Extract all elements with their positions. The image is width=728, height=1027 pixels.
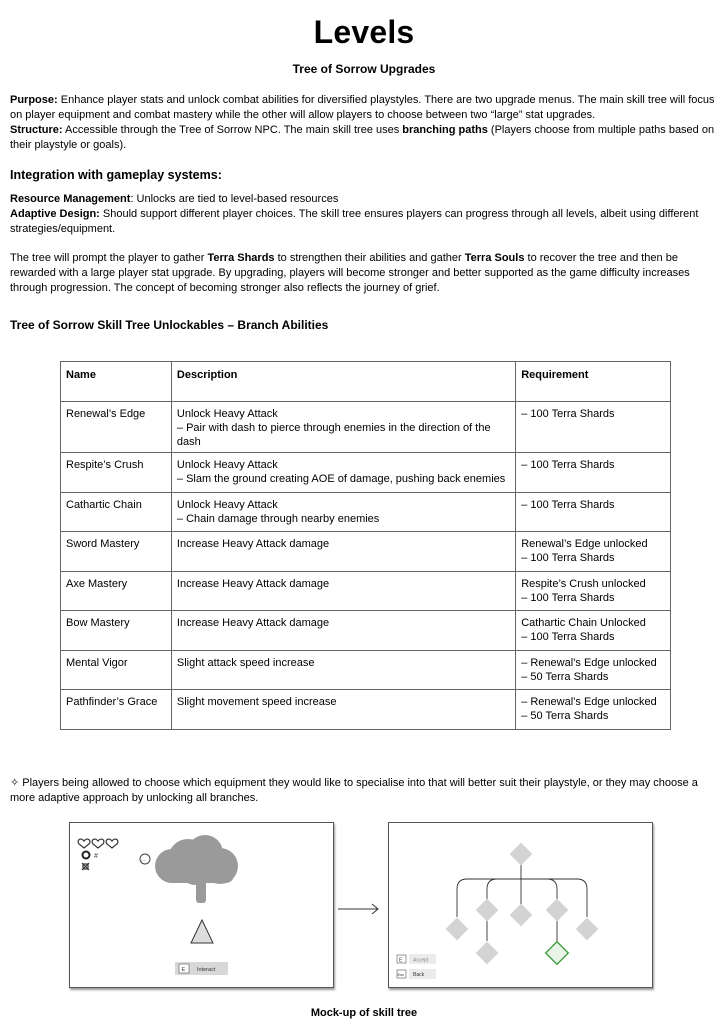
- header-name: Name: [61, 362, 172, 402]
- cell-description-line-1: Slight attack speed increase: [176, 656, 315, 669]
- skill-node-root[interactable]: [510, 843, 533, 866]
- cell-name-line-1: Cathartic Chain: [66, 498, 142, 511]
- cell-description-line-2: – Chain damage through nearby enemies: [176, 512, 380, 525]
- page-subtitle: Tree of Sorrow Upgrades: [292, 61, 436, 76]
- structure-text-end: (Players choose from multiple paths based on their playstyle or goals).: [10, 124, 715, 152]
- integration-heading: Integration with gameplay systems:: [10, 168, 222, 183]
- cell-description-line-1: Increase Heavy Attack damage: [176, 577, 330, 590]
- table-row: [61, 571, 671, 611]
- tree-paragraph: [10, 251, 718, 296]
- interact-prompt: [175, 962, 228, 975]
- back-label: Back: [413, 972, 425, 978]
- cell-name-line-1: Pathfinder’s Grace: [66, 696, 158, 709]
- cell-description: [171, 650, 515, 690]
- table-row: [61, 611, 671, 651]
- interact-label: Interact: [197, 967, 216, 973]
- page-title: Levels: [313, 14, 415, 50]
- cell-name: [61, 532, 172, 572]
- arrow-right-icon: [337, 902, 382, 916]
- cell-requirement: [516, 453, 671, 493]
- table-row: [61, 690, 671, 730]
- cell-requirement-line-1: – 100 Terra Shards: [521, 459, 615, 472]
- cell-description-line-1: Increase Heavy Attack damage: [176, 617, 330, 630]
- unlockables-table: [60, 361, 671, 730]
- purpose-text: Enhance player stats and unlock combat abilities for diversified playstyles. There are two upgrade menus. The main skill tree will focus on player equipment and combat mastery while the other will allow players to choose between two “large” stat upgrades.: [10, 94, 715, 122]
- cell-requirement-line-1: Cathartic Chain Unlocked: [521, 617, 646, 630]
- cell-requirement: [516, 492, 671, 532]
- tree-connectors: [457, 857, 587, 941]
- crossed-tools-icon: [82, 863, 89, 870]
- structure-paragraph: [10, 123, 718, 153]
- tree-npc-icon: [155, 835, 238, 903]
- table-row: [61, 492, 671, 532]
- cell-name-line-1: Sword Mastery: [66, 538, 140, 551]
- header-description: Description: [171, 362, 515, 402]
- cell-requirement-line-1: – Renewal’s Edge unlocked: [521, 656, 657, 669]
- table-row: [61, 453, 671, 493]
- cell-description: [171, 453, 515, 493]
- cell-requirement: [516, 571, 671, 611]
- adaptive-label: Adaptive Design:: [10, 208, 100, 221]
- header-requirement: Requirement: [516, 362, 671, 402]
- cell-description: [171, 402, 515, 453]
- mockup-caption: Mock-up of skill tree: [310, 1007, 418, 1019]
- purpose-label: Purpose:: [10, 94, 58, 107]
- skill-tree-svg: [389, 823, 654, 989]
- cell-description: [171, 532, 515, 572]
- table-heading: Tree of Sorrow Skill Tree Unlockables – Branch Abilities: [10, 318, 329, 333]
- tree-text-1: The tree will prompt the player to gather: [10, 252, 208, 265]
- cell-description-line-1: Slight movement speed increase: [176, 696, 337, 709]
- cell-requirement: [516, 650, 671, 690]
- mockup-figure: [0, 820, 728, 1020]
- game-mockup-screen: [69, 822, 334, 988]
- cell-name-line-1: Axe Mastery: [66, 577, 128, 590]
- purpose-paragraph: [10, 93, 718, 123]
- back-key: Esc: [397, 972, 405, 977]
- skill-nodes: [446, 843, 599, 965]
- adaptive-paragraph: [10, 207, 718, 237]
- cell-description: [171, 571, 515, 611]
- cell-name-line-1: Respite’s Crush: [66, 459, 144, 472]
- cell-description: [171, 611, 515, 651]
- cell-requirement: [516, 611, 671, 651]
- currency-count: #: [94, 853, 98, 860]
- cell-name: [61, 453, 172, 493]
- tree-text-3: to recover the tree and then be rewarded with a large player stat upgrade. By upgrading, players will become stronger and better supported as the game difficulty increases through progression. The concept of becoming stronger also reflects the journey of grief.: [10, 252, 690, 295]
- cell-requirement-line-2: – 100 Terra Shards: [521, 631, 615, 644]
- cell-name-line-1: Renewal’s Edge: [66, 408, 146, 421]
- structure-label: Structure:: [10, 124, 63, 137]
- cell-description: [171, 690, 515, 730]
- table-row: [61, 402, 671, 453]
- currency-icon: [83, 852, 90, 859]
- cell-name: [61, 492, 172, 532]
- cell-description-line-1: Unlock Heavy Attack: [176, 498, 278, 511]
- cell-description-line-2: – Pair with dash to pierce through enemies in the direction of the dash: [176, 422, 491, 449]
- adaptive-text: Should support different player choices. The skill tree ensures players can progress through all levels, albeit using different strategies/equipment.: [10, 208, 699, 236]
- skill-node-selected[interactable]: [546, 942, 569, 965]
- cell-name: [61, 690, 172, 730]
- tree-text-2: to strengthen their abilities and gather: [274, 252, 465, 265]
- table-body: [61, 402, 671, 730]
- cell-requirement-line-2: – 50 Terra Shards: [521, 710, 609, 723]
- cell-requirement-line-1: – 100 Terra Shards: [521, 408, 615, 421]
- cell-name: [61, 611, 172, 651]
- document-page: [10, 0, 718, 806]
- table-row: [61, 532, 671, 572]
- back-prompt: [397, 969, 436, 979]
- speech-bubble-icon: [140, 854, 150, 864]
- cell-requirement-line-1: Renewal’s Edge unlocked: [521, 538, 648, 551]
- skill-node-mid-left[interactable]: [476, 899, 499, 922]
- skill-tree-mockup-screen: [388, 822, 653, 988]
- cell-description: [171, 492, 515, 532]
- cell-requirement-line-2: – 50 Terra Shards: [521, 670, 609, 683]
- cell-name-line-1: Mental Vigor: [66, 656, 128, 669]
- cell-requirement-line-2: – 100 Terra Shards: [521, 552, 615, 565]
- skill-node-mid-right[interactable]: [546, 899, 569, 922]
- accept-prompt: [397, 954, 436, 964]
- skill-node-center[interactable]: [510, 904, 533, 927]
- cell-requirement-line-1: Respite’s Crush unlocked: [521, 577, 646, 590]
- cell-requirement-line-1: – 100 Terra Shards: [521, 498, 615, 511]
- resource-paragraph: [10, 192, 718, 207]
- cell-requirement: [516, 532, 671, 572]
- resource-label: Resource Management: [10, 193, 131, 206]
- interact-key: E: [181, 967, 186, 973]
- cell-description-line-1: Unlock Heavy Attack: [176, 459, 278, 472]
- cell-requirement: [516, 690, 671, 730]
- bubble-text: ...: [141, 857, 146, 863]
- cell-description-line-2: – Slam the ground creating AOE of damage, pushing back enemies: [176, 473, 506, 486]
- cell-description-line-1: Increase Heavy Attack damage: [176, 538, 330, 551]
- cell-requirement: [516, 402, 671, 453]
- resource-text: : Unlocks are tied to level-based resources: [130, 193, 339, 206]
- skill-node-lower-left[interactable]: [476, 942, 499, 965]
- structure-bold: branching paths: [402, 124, 488, 137]
- cell-name: [61, 571, 172, 611]
- accept-key: E: [399, 957, 403, 964]
- terra-souls-term: Terra Souls: [464, 252, 525, 265]
- terra-shards-term: Terra Shards: [207, 252, 275, 265]
- skill-node-left[interactable]: [446, 918, 469, 941]
- structure-text: Accessible through the Tree of Sorrow NPC. The main skill tree uses: [62, 124, 403, 137]
- skill-node-right[interactable]: [576, 918, 599, 941]
- game-mockup-svg: [70, 823, 335, 989]
- specialise-note: ✧ Players being allowed to choose which equipment they would like to specialise into that will better suit their playstyle, or they may choose a more adaptive approach by unlocking all branches.: [10, 776, 698, 804]
- cell-name: [61, 402, 172, 453]
- table-header-row: [61, 362, 671, 402]
- player-triangle-icon: [191, 920, 213, 943]
- cell-requirement-line-1: – Renewal’s Edge unlocked: [521, 696, 657, 709]
- table-row: [61, 650, 671, 690]
- cell-name-line-1: Bow Mastery: [66, 617, 130, 630]
- cell-description-line-1: Unlock Heavy Attack: [176, 408, 278, 421]
- cell-requirement-line-2: – 100 Terra Shards: [521, 591, 615, 604]
- cell-name: [61, 650, 172, 690]
- hearts-icon: [78, 839, 118, 848]
